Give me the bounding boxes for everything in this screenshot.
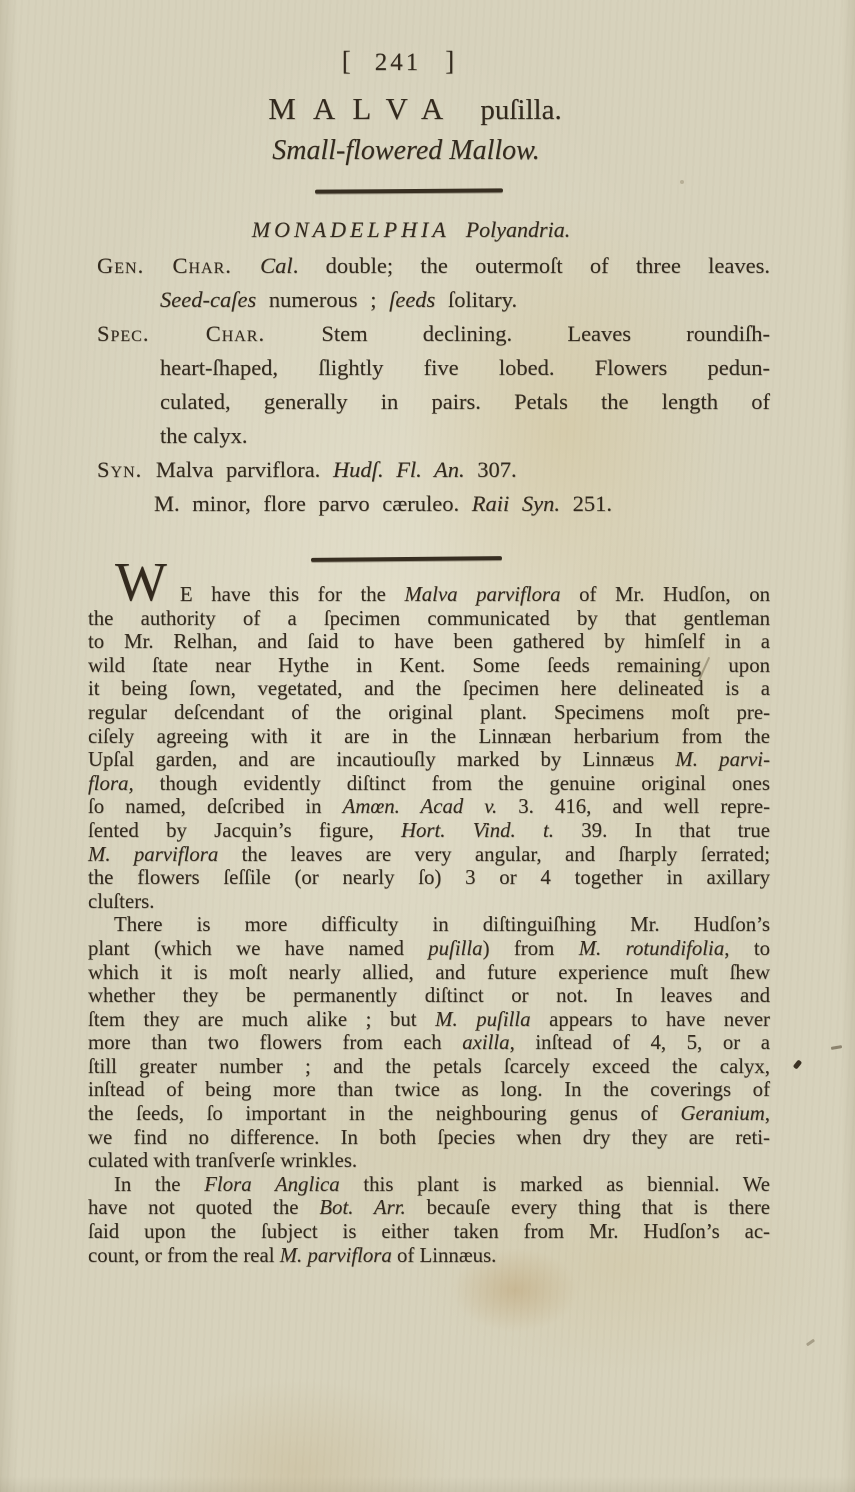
text-segment: this plant is marked as biennial. We [339,1172,770,1196]
body-text-line [88,1149,770,1173]
text-segment: ciſely agreeing with it are in the Linnæan herbarium from the [88,724,770,748]
body-text-line [88,961,770,985]
text-segment: M. minor, flore parvo cæruleo. [154,491,472,516]
body-text-line [88,1196,770,1220]
text-segment: 307. [464,457,517,482]
species-epithet: puſilla. [480,94,562,126]
text-segment: cluſters. [88,889,155,913]
body-text-line [88,866,770,890]
drop-cap-initial: W [115,551,167,612]
front-matter-line [88,249,770,283]
text-segment: Amœn. Acad v. [342,795,498,819]
text-segment: culated with tranſverſe wrinkles. [88,1149,358,1173]
divider-rule-top [315,188,503,193]
body-text-line [88,843,770,867]
text-segment: it being ſown, vegetated, and the ſpecimen here delineated is a [88,677,770,701]
text-segment: have not quoted the [88,1196,320,1220]
text-segment: of Linnæus. [391,1243,497,1267]
text-segment: Geranium [680,1102,765,1126]
text-segment: ſo named, deſcribed in [88,795,343,819]
page-sheet [88,0,770,1267]
folio-close-bracket: ] [445,46,455,76]
genus-name: MALVA [268,91,461,126]
text-segment: In the [114,1172,205,1196]
text-segment: Gen. Char. [97,253,261,278]
text-segment: 3. 416, and well repre- [497,795,770,819]
text-segment: M. parviflora [88,842,219,866]
front-matter-line [88,385,770,419]
text-segment: inſtead of being more than twice as long. In the coverings of [88,1078,770,1102]
text-segment: M. rotundifolia [578,936,725,960]
text-segment: Hort. Vind. t. [401,818,554,842]
text-segment: the authority of a ſpecimen communicated by that gentleman [88,606,770,630]
text-segment: Raii Syn. [471,491,561,516]
front-matter-line [88,317,770,351]
body-text-line [88,795,770,819]
text-segment: count, or from the real [88,1243,280,1267]
text-segment: , to [724,936,771,960]
body-text-line [88,984,770,1008]
text-segment: Malva parviflora. [155,457,333,482]
front-matter-line [88,283,770,317]
body-text-line [88,551,770,612]
species-title [74,90,756,129]
text-segment: ſented by Jacquin’s figure, [88,818,402,842]
body-text-line [88,701,770,725]
text-segment: the leaves are very angular, and ſharply ſerrated; [218,842,770,866]
text-segment: of Mr. Hudſon, on [560,583,770,606]
front-matter-line [88,351,770,385]
ink-speck [806,1339,815,1347]
text-segment: ſaid upon the ſubject is either taken from Mr. Hudſon’s ac- [88,1220,770,1244]
text-segment: Malva parviflora [404,583,561,606]
text-segment: wild ſtate near Hythe in Kent. Some ſeeds remaining upon [88,653,770,677]
text-segment: the calyx. [160,423,248,448]
text-segment: , inſtead of 4, 5, or a [509,1031,770,1055]
divider-rule-middle [311,556,502,562]
text-segment: Seed-caſes [160,287,257,312]
text-segment: puſilla [428,936,483,960]
text-segment: 39. In that true [554,818,770,842]
front-matter-line [88,453,770,487]
paper-fleck [680,180,684,184]
body-text-line [88,1220,770,1244]
text-segment: to Mr. Relhan, and ſaid to have been gathered by himſelf in a [88,630,770,654]
linnaean-class: MONADELPHIA [251,217,450,242]
text-segment: becauſe every thing that is there [405,1196,771,1220]
text-segment: though evidently diſtinct from the genuine original ones [133,771,770,795]
body-text-line [88,725,770,749]
body-text-line [88,1008,770,1032]
text-segment: axilla [462,1031,510,1055]
text-segment: ſtem they are much alike ; but [88,1007,436,1031]
text-segment: the ſeeds, ſo important in the neighbouring genus of [88,1102,681,1126]
body-text-line [88,1173,770,1197]
text-segment: which it is moſt nearly allied, and future experience muſt ſhew [88,960,770,984]
front-matter-line [88,487,770,521]
text-segment: Syn. [97,457,156,482]
text-segment: we find no difference. In both ſpecies when dry they are reti- [88,1125,770,1149]
text-segment: Upſal garden, and are incautiouſly marked by Linnæus [88,748,676,772]
text-segment: numerous ; [256,287,390,312]
body-text-line [88,913,770,937]
common-name: Small-flowered Mallow. [272,135,540,166]
text-segment: , [764,1102,770,1126]
page-number [57,46,739,78]
text-segment: culated, generally in pairs. Petals the length of [160,389,770,414]
text-segment: Flora Anglica [204,1172,340,1196]
text-segment: Bot. Arr. [319,1196,406,1220]
text-segment: whether they be permanently diſtinct or not. In leaves and [88,984,770,1008]
text-segment: heart-ſhaped, ſlightly five lobed. Flowers pedun- [160,355,770,380]
text-segment: plant (which we have named [88,936,429,960]
body-text-line [88,1244,770,1268]
ink-speck [831,1045,842,1050]
text-segment: M. puſilla [435,1007,531,1031]
body-text-line [88,890,770,914]
body-text-line [88,607,770,631]
character-synonym-block [88,249,770,521]
body-text-line [88,1031,770,1055]
text-segment: ) from [482,936,579,960]
text-segment: ſtill greater number ; and the petals ſcarcely exceed the calyx, [88,1054,770,1078]
body-text-line [88,1126,770,1150]
text-segment: 251. [560,491,613,516]
body-text-line [88,937,770,961]
folio-number: 241 [374,49,422,76]
body-text-line [88,1078,770,1102]
body-text-line [88,819,770,843]
body-text-line [88,772,770,796]
description-text [88,551,771,1267]
text-segment: Spec. Char. [97,321,322,346]
text-segment: appears to have never [530,1007,770,1031]
body-text-line [88,748,770,772]
text-segment: Hudſ. Fl. An. [332,457,465,482]
classification-line [70,215,752,245]
text-segment: . double; the outermoſt of three leaves. [292,253,770,278]
folio-open-bracket: [ [341,46,351,76]
text-segment: M. parviflora [279,1243,392,1267]
text-segment: flora, [88,771,134,795]
body-text-line [88,1055,770,1079]
text-segment: ſeeds [389,287,436,312]
text-segment: M. parvi- [675,748,771,772]
text-segment: There is more difficulty in diſtinguiſhing Mr. Hudſon’s [114,913,770,937]
text-segment: more than two flowers from each [88,1031,463,1055]
front-matter-line [88,419,770,453]
text-segment: ſolitary. [435,287,518,312]
body-text-line [88,630,770,654]
text-segment: Cal [260,253,293,278]
body-text-line [88,677,770,701]
text-segment: Stem declining. Leaves roundiſh- [321,321,770,346]
body-text-line [88,1102,770,1126]
text-segment: the flowers ſeſſile (or nearly ſo) 3 or 4 together in axillary [88,866,770,890]
text-segment: E have this for the [179,583,405,606]
text-segment: regular deſcendant of the original plant. Specimens moſt pre- [88,700,770,724]
body-text-line [88,654,770,678]
linnaean-order: Polyandria. [465,217,571,242]
ink-speck [793,1059,802,1069]
